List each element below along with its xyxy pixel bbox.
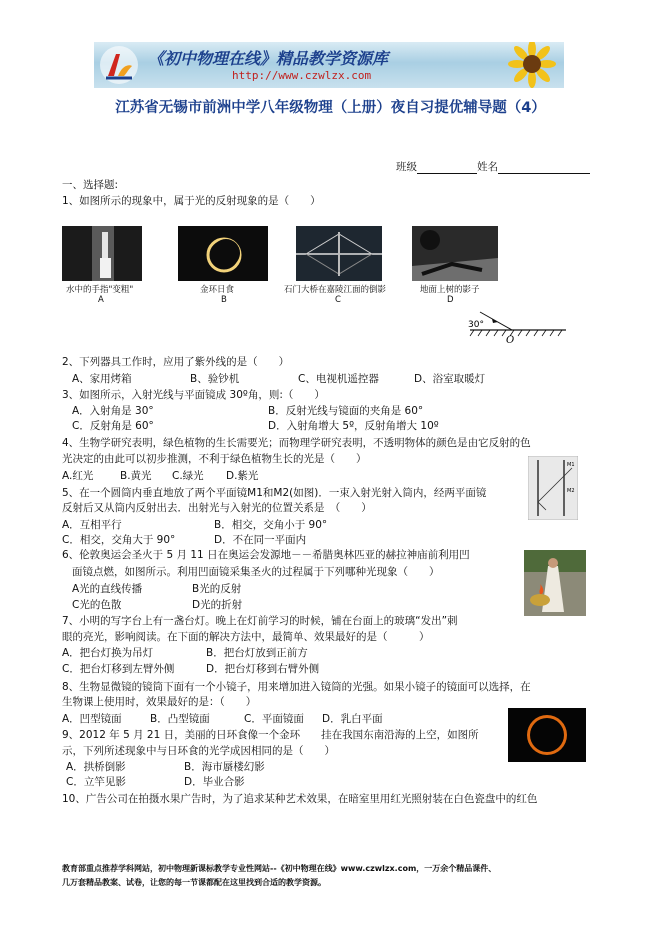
q6-option-b[interactable]: B光的反射 [192,583,242,595]
class-label: 班级 [396,161,417,173]
q6-line-1: 6、伦敦奥运会圣火于 5 月 11 日在奥运会发源地－－希腊奥林匹亚的赫拉神庙前利用凹 [62,549,470,561]
q5-line-1: 5、在一个圆筒内垂直地放了两个平面镜M1和M2(如图)．一束入射光射入筒内，经两平面镜 [62,487,487,499]
q6-option-c[interactable]: C光的色散 [72,599,122,611]
q1-caption-a: 水中的手指"变粗" [66,285,134,295]
q4-line-1: 4、生物学研究表明，绿色植物的生长需要光；而物理学研究表明，不透明物体的颜色是由它反射的色 [62,437,531,449]
q2-option-b[interactable]: B、验钞机 [190,373,240,385]
tree-shadow-icon [412,226,498,281]
q3-option-c[interactable]: C．反射角是 60° [72,420,154,432]
q1-photo-c [296,226,382,281]
section-heading: 一、选择题: [62,179,119,191]
olympic-torch-lighting-icon [524,550,586,616]
q4-line-2: 光决定的由此可以初步推测，不利于绿色植物生长的光是（ ） [62,453,367,465]
q4-option-a[interactable]: A.红光 [62,470,94,482]
site-banner [94,42,564,88]
q9-photo [508,708,586,762]
class-blank[interactable] [417,162,477,174]
q2-option-d[interactable]: D、浴室取暖灯 [414,373,486,385]
q1-caption-b: 金环日食 [200,285,235,295]
banner-title: 《初中物理在线》精品教学资源库 [148,49,389,68]
q1-letter-a: A [98,295,104,305]
angle-label: 30° [468,320,484,330]
q1-caption-c: 石门大桥在嘉陵江面的倒影 [284,285,387,295]
q8-option-d[interactable]: D．乳白平面 [322,713,383,725]
q9-option-a[interactable]: A．拱桥倒影 [66,761,126,773]
site-logo-icon [98,44,140,86]
q3-option-b[interactable]: B．反射光线与镜面的夹角是 60° [268,405,424,417]
q1-letter-b: B [221,295,227,305]
q9-option-b[interactable]: B．海市蜃楼幻影 [184,761,265,773]
banner-url[interactable]: http://www.czwlzx.com [232,69,372,82]
q4-option-c[interactable]: C.绿光 [172,470,204,482]
mirror-label-m2: M2 [567,488,575,494]
class-name-line [396,160,590,174]
annular-eclipse-icon [178,226,268,281]
q8-option-c[interactable]: C．平面镜面 [244,713,304,725]
q1-photo-a [62,226,142,281]
footer-line-1: 教育部重点推荐学科网站，初中物理新课标教学专业性网站--《初中物理在线》www.czwlzx.com，一万余个精品课件、 [62,864,497,873]
q6-option-a[interactable]: A光的直线传播 [72,583,143,595]
q5-option-c[interactable]: C．相交，交角大于 90° [62,534,176,546]
name-blank[interactable] [498,162,590,174]
q5-line-2: 反射后又从筒内反射出去．出射光与入射光的位置关系是 （ ） [62,502,372,514]
q9-option-d[interactable]: D．毕业合影 [184,776,245,788]
q4-option-b[interactable]: B.黄光 [120,470,152,482]
name-label: 姓名 [477,161,498,173]
mirror-label-m1: M1 [567,462,575,468]
finger-in-water-icon [62,226,142,281]
q6-photo [524,550,586,616]
mirror-angle-diagram [462,306,572,346]
q7-option-b[interactable]: B．把台灯放到正前方 [206,647,308,659]
q9-line-1: 9、2012 年 5 月 21 日，美丽的日环食像一个金环 挂在我国东南沿海的上空，如图所 [62,729,479,741]
q3-stem: 3、如图所示，入射光线与平面镜成 30º角，则:（ ） [62,389,325,401]
q10-line-1: 10、广告公司在拍摄水果广告时，为了追求某种艺术效果，在暗室里用红光照射装在白色瓷盘中的红色 [62,793,538,805]
q7-line-1: 7、小明的写字台上有一盏台灯。晚上在灯前学习的时候，铺在台面上的玻璃“发出”刺 [62,615,458,627]
q1-stem: 1、如图所示的现象中，属于光的反射现象的是（ ） [62,195,321,207]
q9-option-c[interactable]: C．立竿见影 [66,776,126,788]
q8-line-1: 8、生物显微镜的镜筒下面有一个小镜子，用来增加进入镜筒的光强。如果小镜子的镜面可以选择，在 [62,681,531,693]
q5-option-a[interactable]: A．互相平行 [62,519,122,531]
two-mirrors-diagram [528,456,578,520]
q3-option-a[interactable]: A．入射角是 30° [72,405,154,417]
page-title: 江苏省无锡市前洲中学八年级物理（上册）夜自习提优辅导题（4） [115,100,546,116]
sunflower-icon [494,42,560,88]
q8-option-a[interactable]: A．凹型镜面 [62,713,122,725]
q7-option-d[interactable]: D．把台灯移到右臂外侧 [206,663,320,675]
q7-option-c[interactable]: C．把台灯移到左臂外侧 [62,663,175,675]
q5-option-d[interactable]: D．不在同一平面内 [214,534,307,546]
q2-option-a[interactable]: A、家用烤箱 [72,373,132,385]
page-footer [62,862,622,890]
q1-caption-d: 地面上树的影子 [420,285,480,295]
q9-line-2: 示，下列所述现象中与日环食的光学成因相同的是（ ） [62,745,335,757]
bridge-reflection-icon [296,226,382,281]
q6-option-d[interactable]: D光的折射 [192,599,243,611]
q8-line-2: 生物课上使用时，效果最好的是：（ ） [62,696,257,708]
q1-photo-d [412,226,498,281]
q1-letter-c: C [335,295,341,305]
q6-line-2: 面镜点燃，如图所示。利用凹面镜采集圣火的过程属于下列哪种光现象（ ） [72,566,440,578]
q4-option-d[interactable]: D.紫光 [226,470,259,482]
q1-photo-b [178,226,268,281]
q7-line-2: 眼的亮光，影响阅读。在下面的解决方法中，最简单、效果最好的是（ ） [62,631,430,643]
annular-eclipse-ring-icon [508,708,586,762]
point-o-label: O [506,335,515,346]
q5-option-b[interactable]: B．相交，交角小于 90° [214,519,328,531]
q3-option-d[interactable]: D．入射角增大 5º，反射角增大 10º [268,420,439,432]
q8-option-b[interactable]: B．凸型镜面 [150,713,210,725]
q2-stem: 2、下列器具工作时，应用了紫外线的是（ ） [62,356,290,368]
q1-letter-d: D [447,295,454,305]
footer-line-2: 几万套精品教案、试卷，让您的每一节课都配在这里找到合适的教学资源。 [62,878,326,887]
q2-option-c[interactable]: C、电视机遥控器 [298,373,379,385]
q7-option-a[interactable]: A．把台灯换为吊灯 [62,647,154,659]
